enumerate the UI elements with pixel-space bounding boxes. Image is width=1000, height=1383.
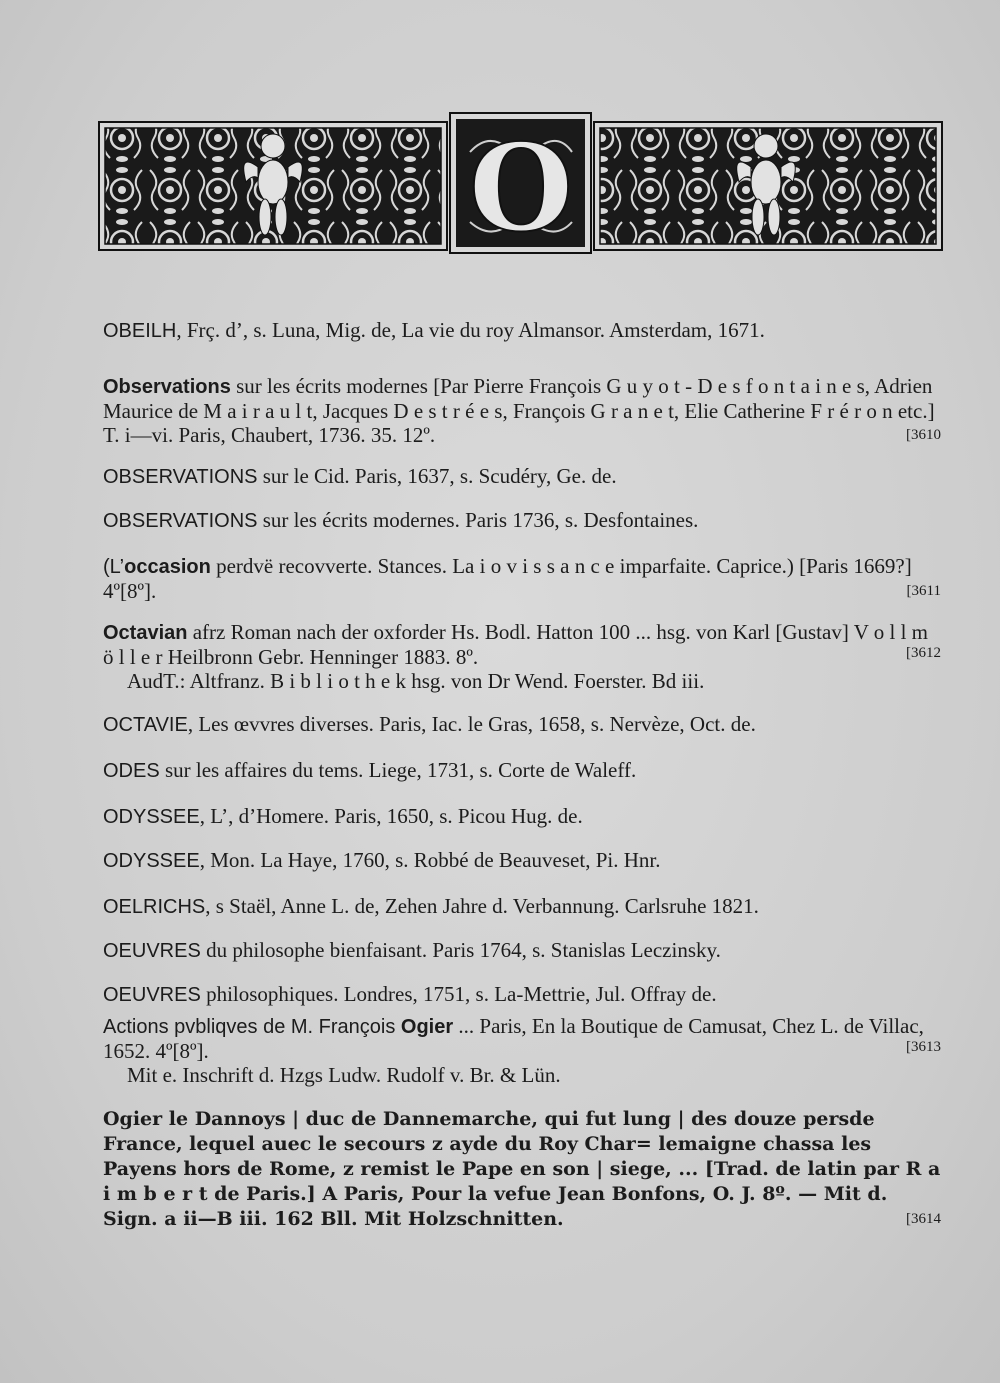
entry-heading: Ogier [400,1016,454,1038]
entry-text: afrz Roman nach der oxforder Hs. Bodl. Hatton 100 ... hsg. von Karl [Gustav] V o l l m ö l l e r Heilbronn Gebr. Henninger 1883. 8º. [103,620,928,669]
catalog-entry [103,318,941,343]
entry-text: ... Paris, En la Boutique de Camusat, Chez L. de Villac, 1652. 4º[8º]. [103,1014,924,1063]
entry-number: [3613 [906,1039,941,1055]
entry-heading: OELRICHS [103,896,206,918]
entry-heading: Ogier [103,1108,163,1130]
catalog-entry [103,554,941,603]
catalog-entry [103,894,941,919]
catalog-entry [103,508,941,533]
entry-text: sur les écrits modernes [Par Pierre François G u y o t - D e s f o n t a i n e s, Adrien Maurice de M a i r a u l t, Jacques D e s t r é e s, François G r a n e t, Elie Catherine F r é r o n etc.] T. i—vi. Paris, Chaubert, 1736. 35. 12º. [103,374,935,447]
entry-heading: OEUVRES [103,984,201,1006]
entry-text: du philosophe bienfaisant. Paris 1764, s. Stanislas Leczinsky. [200,938,721,962]
entry-text: sur les affaires du tems. Liege, 1731, s. Corte de Waleff. [159,758,637,782]
entry-heading: Octavian [103,622,188,644]
entry-text: , s Staël, Anne L. de, Zehen Jahre d. Verbannung. Carlsruhe 1821. [205,894,759,918]
catalog-entry [103,982,941,1007]
entry-number: [3610 [906,427,941,443]
entry-text: , L’, d’Homere. Paris, 1650, s. Picou Hug. de. [199,804,583,828]
catalog-entry [103,758,941,783]
entry-text: , Frç. d’, s. Luna, Mig. de, La vie du roy Almansor. Amsterdam, 1671. [176,318,765,342]
entry-number: [3612 [906,645,941,661]
catalog-entry [103,712,941,737]
entry-prefix: (L’ [103,556,125,578]
entry-text: perdvë recovverte. Stances. La i o v i s s a n c e imparfaite. Caprice.) [Paris 1669?] 4º[8º]. [103,554,912,603]
entry-prefix: Actions pvbliqves de M. François [103,1016,401,1038]
entry-text: philosophiques. Londres, 1751, s. La-Mettrie, Jul. Offray de. [200,982,717,1006]
entry-text: le Dannoys | duc de Dannemarche, qui fut lung | des douze persde France, lequel auec le secours z ayde du Roy Char= lemaigne chassa les Payens hors de Rome, z remist le Pape en son | siege, ... [Trad. de latin par R a i m b e r t de Paris.] A Paris, Pour la vefue Jean Bonfons, O. J. 8º. — Mit d. Sign. a ii—B iii. 162 Bll. Mit Holzschnitten. [103,1108,941,1230]
catalog-entry [103,374,941,447]
decorated-initial: O [468,118,574,254]
entry-text: sur les écrits modernes. Paris 1736, s. Desfontaines. [257,508,699,532]
entry-heading: OBSERVATIONS [103,510,258,532]
entry-number: [3614 [906,1211,941,1227]
entry-heading: ODES [103,760,160,782]
catalog-entry [103,1014,941,1087]
entry-text: , Les œvvres diverses. Paris, Iac. le Gras, 1658, s. Nervèze, Oct. de. [187,712,756,736]
entry-heading: ODYSSEE [103,806,200,828]
entry-subline: Mit e. Inschrift d. Hzgs Ludw. Rudolf v. Br. & Lün. [127,1063,561,1087]
entry-heading: OEUVRES [103,940,201,962]
entry-heading: ODYSSEE [103,850,200,872]
catalog-entry [103,848,941,873]
entry-subline: AudT.: Altfranz. B i b l i o t h e k hsg. von Dr Wend. Foerster. Bd iii. [127,669,705,693]
catalog-entry [103,1106,941,1231]
entry-heading: occasion [124,556,211,578]
catalog-entry [103,464,941,489]
entry-heading: OCTAVIE [103,714,188,736]
catalog-entry [103,938,941,963]
entry-number: [3611 [906,583,941,599]
catalog-entry [103,620,941,693]
catalog-entry [103,804,941,829]
entry-heading: OBSERVATIONS [103,466,258,488]
ornamental-header-banner [98,112,943,254]
entry-text: , Mon. La Haye, 1760, s. Robbé de Beauveset, Pi. Hnr. [199,848,661,872]
entry-text: sur le Cid. Paris, 1637, s. Scudéry, Ge. de. [257,464,617,488]
entry-heading: Observations [103,376,231,398]
entry-heading: OBEILH [103,320,177,342]
ornament-illustration [98,112,943,254]
